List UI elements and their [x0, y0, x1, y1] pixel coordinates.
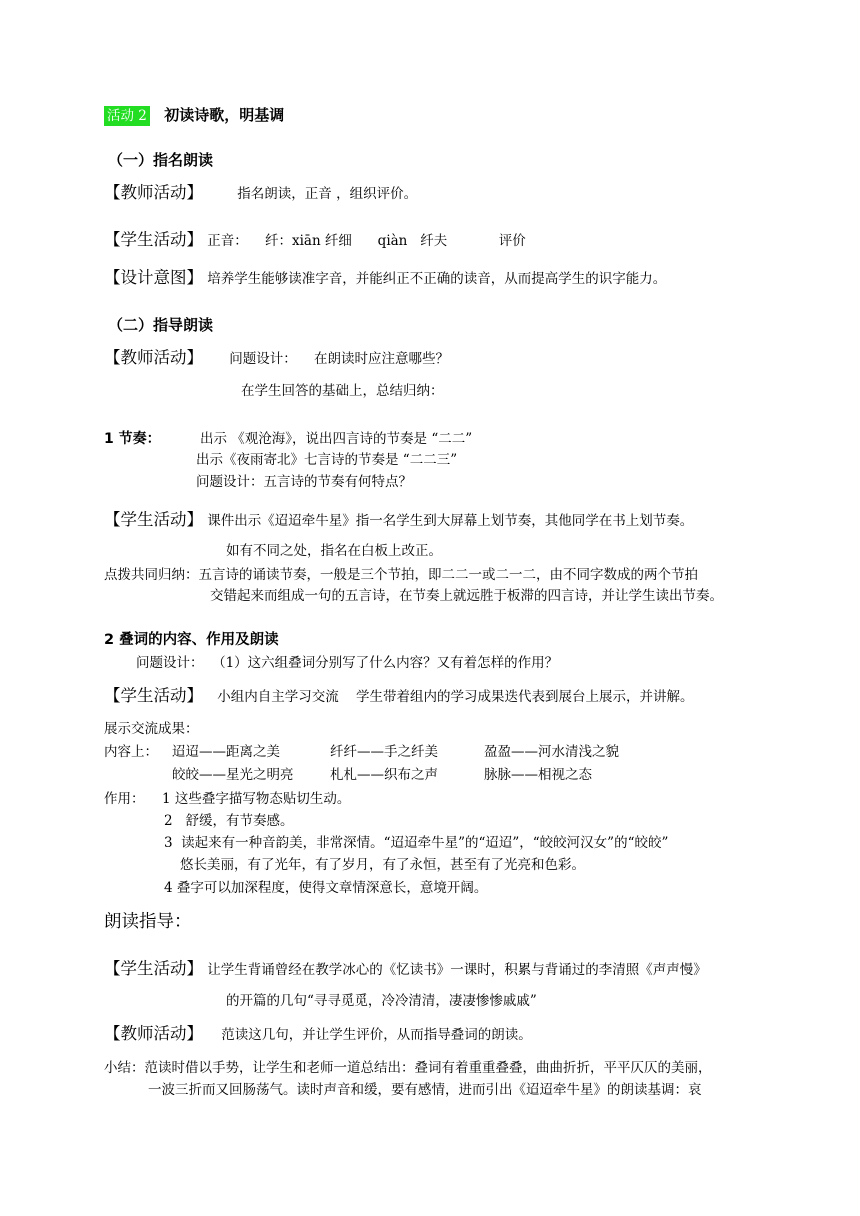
- content-item: 盈盈——河水清浅之貌: [484, 744, 619, 760]
- s1-teacher-text: 指名朗读，正音 ，组织评价。: [237, 186, 418, 202]
- guide-teacher-text: 范读这几句，并让学生评价，从而指导叠词的朗读。: [221, 1027, 532, 1043]
- student-activity-label: 【学生活动】: [104, 959, 203, 978]
- rhythm-line-3: 问题设计：五言诗的节奏有何特点？: [196, 474, 412, 490]
- reduplication-student-text: 小组内自主学习交流 学生带着组内的学习成果迭代表到展台上展示，并讲解。: [217, 689, 694, 705]
- guide-student-text: 让学生背诵曾经在教学冰心的《忆读书》一课时，积累与背诵过的李清照《声声慢》: [207, 962, 707, 978]
- s1-student-text: 正音： 纤：xiān 纤细 qiàn 纤夫 评价: [207, 233, 526, 249]
- rhythm-line-2: 出示《夜雨寄北》七言诗的节奏是 “二二三”: [196, 452, 458, 468]
- guide-student-row: [104, 957, 707, 981]
- teacher-activity-label: 【教师活动】: [104, 1024, 203, 1043]
- student-activity-label: 【学生活动】: [104, 686, 203, 705]
- reduplication-student-row: [104, 684, 693, 708]
- rhythm-line-1: 出示 《观沧海》，说出四言诗的节奏是 “二二”: [200, 431, 473, 447]
- rhythm-summary-2: 交错起来而组成一句的五言诗，在节奏上就远胜于板滞的四言诗，并让学生读出节奏。: [210, 588, 723, 604]
- content-label: 内容上：: [104, 744, 158, 760]
- content-item: 脉脉——相视之态: [484, 767, 592, 783]
- design-intent-label: 【设计意图】: [104, 268, 203, 287]
- reduplication-question: 问题设计： （1）这六组叠词分别写了什么内容？又有着怎样的作用？: [136, 655, 559, 671]
- effect-label: 作用：: [104, 791, 145, 807]
- activity-tag: 活动 2: [104, 106, 150, 126]
- student-activity-label: 【学生活动】: [104, 510, 203, 529]
- effect-item: 2 舒缓，有节奏感。: [164, 813, 294, 829]
- guide-teacher-row: [104, 1022, 532, 1046]
- activity-title: 初读诗歌，明基调: [164, 106, 285, 124]
- s2-teacher-text-2: 在学生回答的基础上，总结归纳：: [241, 383, 444, 399]
- s1-student-row: [104, 228, 526, 252]
- summary-label: 点拨共同归纳：: [104, 567, 199, 583]
- s2-teacher-text: 问题设计： 在朗读时应注意哪些？: [229, 351, 449, 367]
- teacher-activity-label: 【教师活动】: [104, 348, 203, 367]
- section-1-heading: （一）指名朗读: [108, 151, 214, 169]
- rhythm-student-text-2: 如有不同之处，指名在白板上改正。: [226, 543, 442, 559]
- s1-teacher-row: [104, 181, 417, 205]
- effect-item: 4 叠字可以加深程度，使得文章情深意长，意境开阔。: [164, 880, 488, 896]
- effect-item: 3 读起来有一种音韵美，非常深情。“迢迢牵牛星”的“迢迢”，“皎皎河汉女”的“皎皎”: [164, 835, 669, 851]
- effect-item: 悠长美丽，有了光年，有了岁月，有了永恒，甚至有了光亮和色彩。: [180, 857, 585, 873]
- reduplication-heading: 2 叠词的内容、作用及朗读: [104, 632, 279, 648]
- results-label: 展示交流成果：: [104, 721, 199, 737]
- guide-summary-2: 一波三折而又回肠荡气。读时声音和缓，要有感情，进而引出《迢迢牵牛星》的朗读基调：哀: [148, 1082, 702, 1098]
- content-item: 皎皎——星光之明亮: [172, 767, 294, 783]
- content-item: 札札——织布之声: [330, 767, 438, 783]
- teacher-activity-label: 【教师活动】: [104, 183, 203, 202]
- guide-heading: 朗读指导：: [104, 912, 192, 932]
- content-item: 迢迢——距离之美: [172, 744, 280, 760]
- rhythm-summary-1: 五言诗的诵读节奏，一般是三个节拍，即二二一或二一二，由不同字数成的两个节拍: [198, 567, 698, 583]
- section-2-heading: （二）指导朗读: [108, 316, 214, 334]
- s1-design-row: [104, 266, 666, 290]
- s2-teacher-row: [104, 346, 449, 370]
- rhythm-summary-row: [104, 566, 698, 584]
- content-item: 纤纤——手之纤美: [330, 744, 438, 760]
- guide-summary-1: 小结：范读时借以手势，让学生和老师一道总结出：叠词有着重重叠叠，曲曲折折，平平仄仄的美丽，: [104, 1060, 712, 1076]
- student-activity-label: 【学生活动】: [104, 230, 203, 249]
- effect-item: 1 这些叠字描写物态贴切生动。: [162, 791, 351, 807]
- rhythm-student-text: 课件出示《迢迢牵牛星》指一名学生到大屏幕上划节奏，其他同学在书上划节奏。: [207, 513, 694, 529]
- rhythm-label: 1 节奏：: [104, 431, 161, 447]
- rhythm-student-row: [104, 508, 693, 532]
- s1-design-text: 培养学生能够读准字音，并能纠正不正确的读音，从而提高学生的识字能力。: [207, 271, 667, 287]
- guide-student-text-2: 的开篇的几句“寻寻觅觅，冷冷清清，凄凄惨惨戚戚”: [226, 993, 537, 1009]
- activity-heading: [104, 106, 284, 126]
